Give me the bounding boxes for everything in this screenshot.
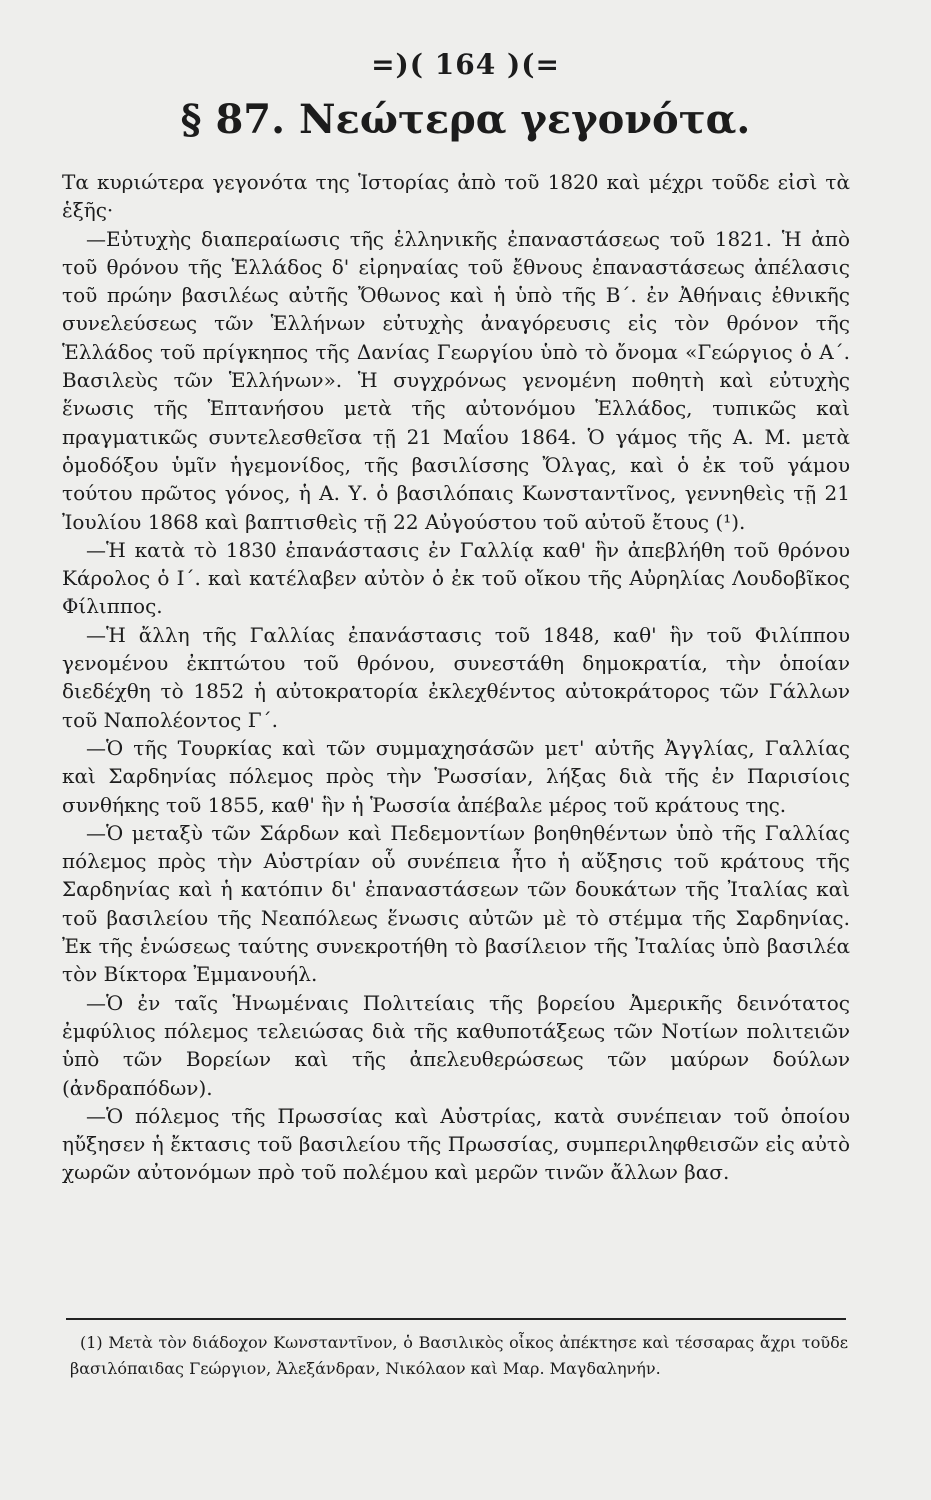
body-text [62,168,850,1187]
footnote-divider [66,1318,846,1320]
paragraph-american-civil-war: —Ὁ ἐν ταῖς Ἡνωμέναις Πολιτείαις τῆς βορείου Ἀμερικῆς δεινότατος ἐμφύλιος πόλεμος τελειώσας διὰ τῆς καθυποτάξεως τῶν Νοτίων πολιτειῶν ὑπὸ τῶν Βορείων καὶ τῆς ἀπελευθερώσεως τῶν μαύρων δούλων (ἀνδραπόδων). [62,990,850,1100]
footnote-text: (1) Μετὰ τὸν διάδοχον Κωνσταντῖνον, ὁ Βασιλικὸς οἶκος ἀπέκτησε καὶ τέσσαρας ἄχρι τοῦδε βασιλόπαιδας Γεώργιον, Ἀλεξάνδραν, Νικόλαον καὶ Μαρ. Μαγδαληνήν. [70,1333,848,1378]
paragraph-italian-unification: —Ὁ μεταξὺ τῶν Σάρδων καὶ Πεδεμοντίων βοηθηθέντων ὑπὸ τῆς Γαλλίας πόλεμος πρὸς τὴν Αὐστρίαν οὗ συνέπεια ἦτο ἡ αὔξησις τοῦ κράτους τῆς Σαρδηνίας καὶ ἡ κατόπιν δι' ἐπαναστάσεων τῶν δουκάτων τῆς Ἰταλίας καὶ τοῦ βασιλείου τῆς Νεαπόλεως ἕνωσις αὐτῶν μὲ τὸ στέμμα τῆς Σαρδηνίας. Ἐκ τῆς ἑνώσεως ταύτης συνεκροτήθη τὸ βασίλειον τῆς Ἰταλίας ὑπὸ βασιλέα τὸν Βίκτορα Ἐμμανουήλ. [62,820,850,987]
section-title: § 87. Νεώτερα γεγονότα. [180,96,751,143]
paragraph-1830-revolution: —Ἡ κατὰ τὸ 1830 ἐπανάστασις ἐν Γαλλίᾳ καθ' ἣν ἀπεβλήθη τοῦ θρόνου Κάρολος ὁ Ι΄. καὶ κατέλαβεν αὐτὸν ὁ ἐκ τοῦ οἴκου τῆς Αὐρηλίας Λουδοβῖκος Φίλιππος. [62,537,850,619]
paragraph-austro-prussian-war: —Ὁ πόλεμος τῆς Πρωσσίας καὶ Αὐστρίας, κατὰ συνέπειαν τοῦ ὁποίου ηὔξησεν ἡ ἔκτασις τοῦ βασιλείου τῆς Πρωσσίας, συμπεριληφθεισῶν εἰς αὐτὸ χωρῶν αὐτονόμων πρὸ τοῦ πολέμου καὶ μερῶν τινῶν ἄλλων βασ. [62,1103,850,1185]
paragraph-intro: Τα κυριώτερα γεγονότα της Ἱστορίας ἀπὸ τοῦ 1820 καὶ μέχρι τοῦδε εἰσὶ τὰ ἑξῆς· [62,170,850,223]
paragraph-greek-revolution: —Εὐτυχὴς διαπεραίωσις τῆς ἑλληνικῆς ἐπαναστάσεως τοῦ 1821. Ἡ ἀπὸ τοῦ θρόνου τῆς Ἑλλάδος δ' εἰρηναίας τοῦ ἔθνους ἐπαναστάσεως ἀπέλασις τοῦ πρώην βασιλέως αὐτῆς Ὄθωνος καὶ ἡ ὑπὸ τῆς Β΄. ἐν Ἀθήναις ἐθνικῆς συνελεύσεως τῶν Ἑλλήνων εὐτυχὴς ἀναγόρευσις εἰς τὸν θρόνον τῆς Ἑλλάδος τοῦ πρίγκηπος τῆς Δανίας Γεωργίου ὑπὸ τὸ ὄνομα «Γεώργιος ὁ Α΄. Βασιλεὺς τῶν Ἑλλήνων». Ἡ συγχρόνως γενομένη ποθητὴ καὶ εὐτυχὴς ἕνωσις τῆς Ἑπτανήσου μετὰ τῆς αὐτονόμου Ἑλλάδος, τυπικῶς καὶ πραγματικῶς συντελεσθεῖσα τῇ 21 Μαΐου 1864. Ὁ γάμος τῆς Α. Μ. μετὰ ὁμοδόξου ὑμῖν ἡγεμονίδος, τῆς βασιλίσσης Ὄλγας, καὶ ὁ ἐκ τοῦ γάμου τούτου πρῶτος γόνος, ἡ Α. Υ. ὁ βασιλόπαις Κωνσταντῖνος, γεννηθεὶς τῇ 21 Ἰουλίου 1868 καὶ βαπτισθεὶς τῇ 22 Αὐγούστου τοῦ αὐτοῦ ἔτους (¹). [62,226,850,534]
footnote [70,1330,848,1382]
page-number-header: =)( 164 )(= [371,48,560,81]
paragraph-crimean-war: —Ὁ τῆς Τουρκίας καὶ τῶν συμμαχησάσῶν μετ' αὐτῆς Ἀγγλίας, Γαλλίας καὶ Σαρδηνίας πόλεμος πρὸς τὴν Ῥωσσίαν, λήξας διὰ τῆς ἐν Παρισίοις συνθήκης τοῦ 1855, καθ' ἣν ἡ Ῥωσσία ἀπέβαλε μέρος τοῦ κράτους της. [62,735,850,817]
paragraph-1848-revolution: —Ἡ ἄλλη τῆς Γαλλίας ἐπανάστασις τοῦ 1848, καθ' ἣν τοῦ Φιλίππου γενομένου ἐκπτώτου τοῦ θρόνου, συνεστάθη δημοκρατία, τὴν ὁποίαν διεδέχθη τὸ 1852 ἡ αὐτοκρατορία ἐκλεχθέντος αὐτοκράτορος τῶν Γάλλων τοῦ Ναπολέοντος Γ΄. [62,622,850,732]
